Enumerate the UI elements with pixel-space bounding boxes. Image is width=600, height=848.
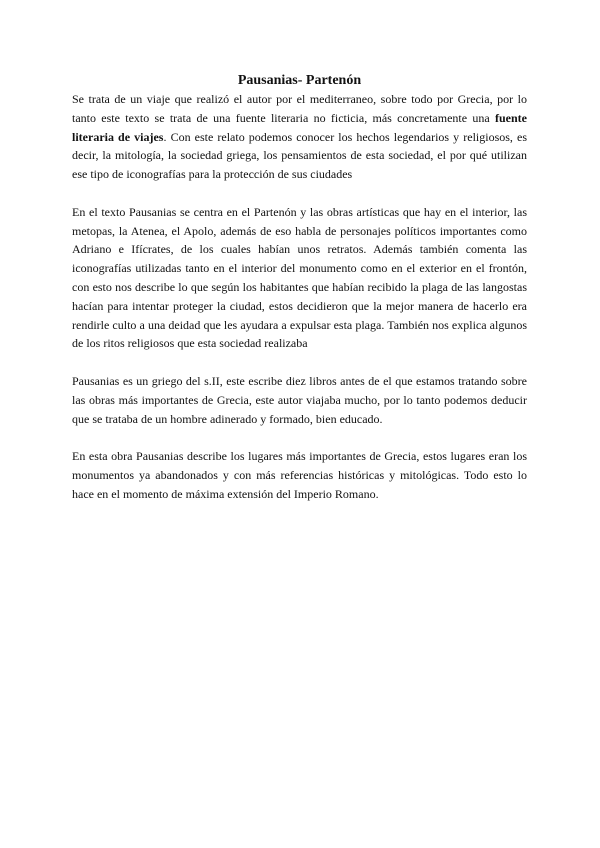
paragraph-1 <box>72 90 527 184</box>
paragraph-1-bold-term: fuente literaria de viajes <box>72 110 527 144</box>
paragraph-3: Pausanias es un griego del s.II, este escribe diez libros antes de el que estamos tratando sobre las obras más importantes de Grecia, este autor viajaba mucho, por lo tanto podemos deducir que se trataba de un hombre adinerado y formado, bien educado. <box>72 373 527 426</box>
document-title: Pausanias- Partenón <box>237 73 362 88</box>
paragraph-1-text-before: Se trata de un viaje que realizó el autor por el mediterraneo, sobre todo por Grecia, por lo tanto este texto se trata de una fuente literaria no ficticia, más concretamente una <box>72 92 527 125</box>
paragraph-2: En el texto Pausanias se centra en el Partenón y las obras artísticas que hay en el interior, las metopas, la Atenea, el Apolo, además de eso habla de personajes políticos importantes como Adriano e Ifícrates, de los cuales habían unos retratos. Además también comenta las iconografías utilizadas tanto en el interior del monumento como en el exterior en el frontón, con esto nos describe lo que según los habitantes que habían recibido la plaga de las langostas hacían para intentar proteger la ciudad, estos decidieron que la mejor manera de hacerlo era rendirle culto a una deidad que les ayudara a expulsar esta plaga. También nos explica algunos de los ritos religiosos que esta sociedad realizaba <box>72 204 527 351</box>
paragraph-4: En esta obra Pausanias describe los lugares más importantes de Grecia, estos lugares eran los monumentos ya abandonados y con más referencias históricas y mitológicas. Todo esto lo hace en el momento de máxima extensión del Imperio Romano. <box>72 449 527 501</box>
paragraph-1-text-after: . Con este relato podemos conocer los hechos legendarios y religiosos, es decir, la mitología, la sociedad griega, los pensamientos de esta sociedad, el por qué utilizan ese tipo de iconografías para la protección de sus ciudades <box>72 129 527 182</box>
document-page <box>72 72 527 522</box>
